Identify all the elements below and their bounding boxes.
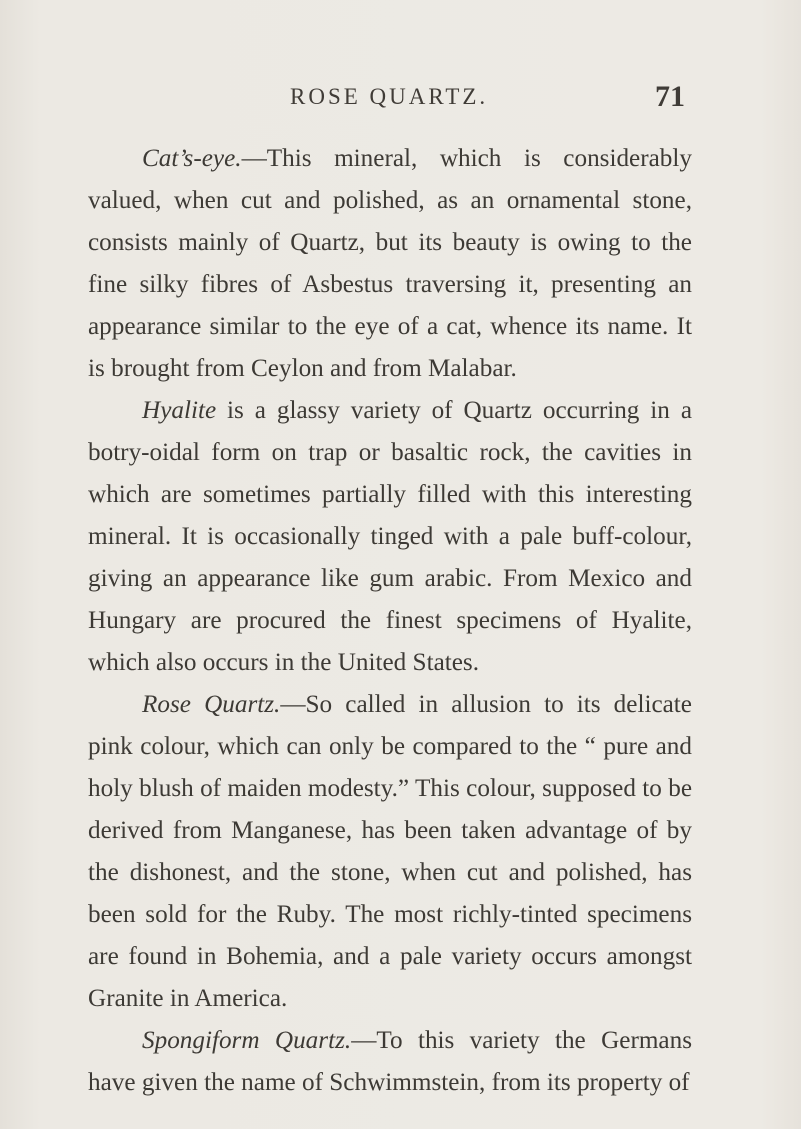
paragraph-heading: Rose Quartz. [142, 691, 281, 718]
page-number: 71 [655, 80, 685, 113]
paragraph-text: —To this variety the Germans have given the name of Schwimmstein, from its property of [88, 1027, 692, 1096]
paragraph-text: —This mineral, which is considerably valued, when cut and polished, as an ornamental stone, consists mainly of Quartz, but its beauty is owing to the fine silky fibres of Asbestus traversing it, presenting an appearance similar to the eye of a cat, whence its name. It is brought from Ceylon and from Malabar. [88, 145, 692, 382]
paragraph-heading: Hyalite [142, 397, 217, 424]
body-text [88, 138, 692, 1104]
paragraph-text: —So called in allusion to its delicate pink colour, which can only be compared to the “ pure and holy blush of maiden modesty.” This colour, supposed to be derived from Manganese, has been taken advantage of by the dishonest, and the stone, when cut and polished, has been sold for the Ruby. The most richly-tinted specimens are found in Bohemia, and a pale variety occurs amongst Granite in America. [88, 691, 692, 1012]
paragraph-rose-quartz [88, 684, 692, 1020]
paragraph-text: is a glassy variety of Quartz occurring in a botry-oidal form on trap or basaltic rock, the cavities in which are sometimes partially filled with this interesting mineral. It is occasionally tinged with a pale buff-colour, giving an appearance like gum arabic. From Mexico and Hungary are procured the finest specimens of Hyalite, which also occurs in the United States. [88, 397, 692, 676]
running-title: ROSE QUARTZ. [290, 84, 489, 109]
paragraph-heading: Cat’s-eye. [142, 145, 242, 172]
paragraph-spongiform-quartz [88, 1020, 692, 1104]
page-header [0, 80, 801, 116]
paragraph-hyalite [88, 390, 692, 684]
paragraph-cats-eye [88, 138, 692, 390]
paragraph-heading: Spongiform Quartz. [142, 1027, 352, 1054]
